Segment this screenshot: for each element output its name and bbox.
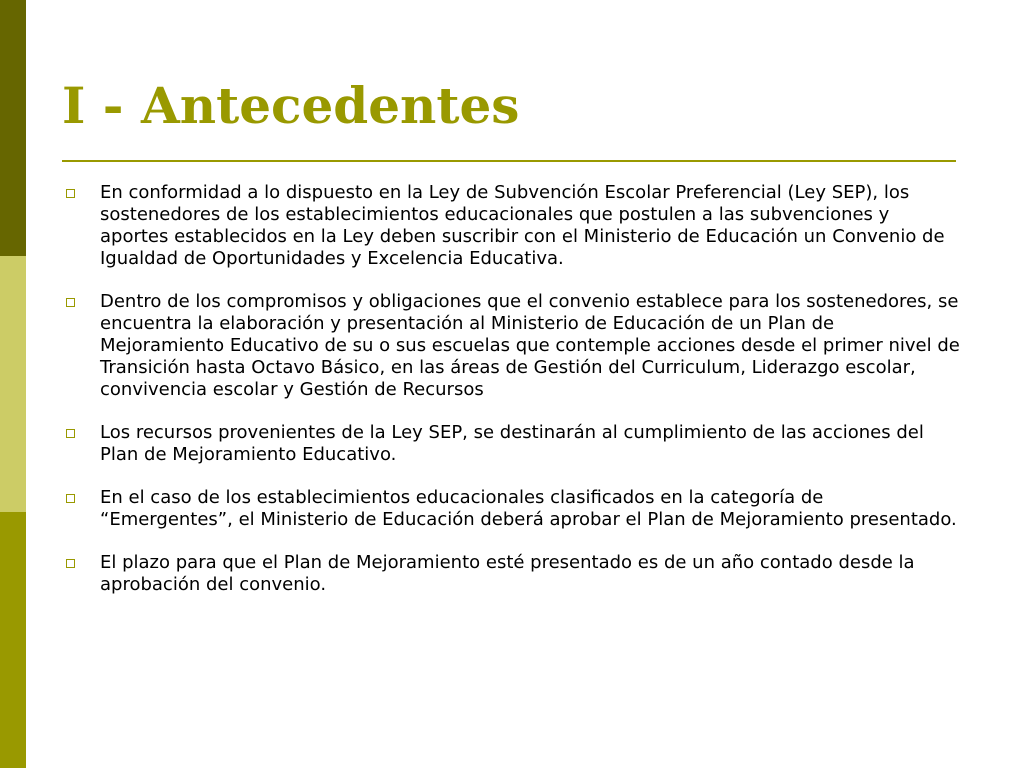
bullet-item xyxy=(62,422,960,466)
bullet-text: En el caso de los establecimientos educacionales clasificados en la categoría de “Emergentes”, el Ministerio de Educación deberá aprobar el Plan de Mejoramiento presentado. xyxy=(100,487,957,530)
title-divider xyxy=(62,160,956,162)
bullet-item xyxy=(62,487,960,531)
bullet-list xyxy=(62,182,960,617)
slide-title: I - Antecedentes xyxy=(62,76,520,135)
bullet-item xyxy=(62,182,960,270)
side-bar-segment-bottom xyxy=(0,512,26,768)
square-bullet-icon xyxy=(66,494,75,503)
bullet-text: En conformidad a lo dispuesto en la Ley de Subvención Escolar Preferencial (Ley SEP), los sostenedores de los establecimientos educacionales que postulen a las subvenciones y aportes establecidos en la Ley deben suscribir con el Ministerio de Educación un Convenio de Igualdad de Oportunidades y Excelencia Educativa. xyxy=(100,182,945,269)
side-bar-segment-top xyxy=(0,0,26,256)
square-bullet-icon xyxy=(66,189,75,198)
side-bar-segment-middle xyxy=(0,256,26,512)
bullet-text: Los recursos provenientes de la Ley SEP, se destinarán al cumplimiento de las acciones del Plan de Mejoramiento Educativo. xyxy=(100,422,924,465)
bullet-text: El plazo para que el Plan de Mejoramiento esté presentado es de un año contado desde la aprobación del convenio. xyxy=(100,552,915,595)
square-bullet-icon xyxy=(66,298,75,307)
square-bullet-icon xyxy=(66,429,75,438)
bullet-text: Dentro de los compromisos y obligaciones que el convenio establece para los sostenedores, se encuentra la elaboración y presentación al Ministerio de Educación de un Plan de Mejoramiento Educativo de su o sus escuelas que contemple acciones desde el primer nivel de Transición hasta Octavo Básico, en las áreas de Gestión del Curriculum, Liderazgo escolar, convivencia escolar y Gestión de Recursos xyxy=(100,291,960,400)
square-bullet-icon xyxy=(66,559,75,568)
bullet-item xyxy=(62,291,960,401)
bullet-item xyxy=(62,552,960,596)
